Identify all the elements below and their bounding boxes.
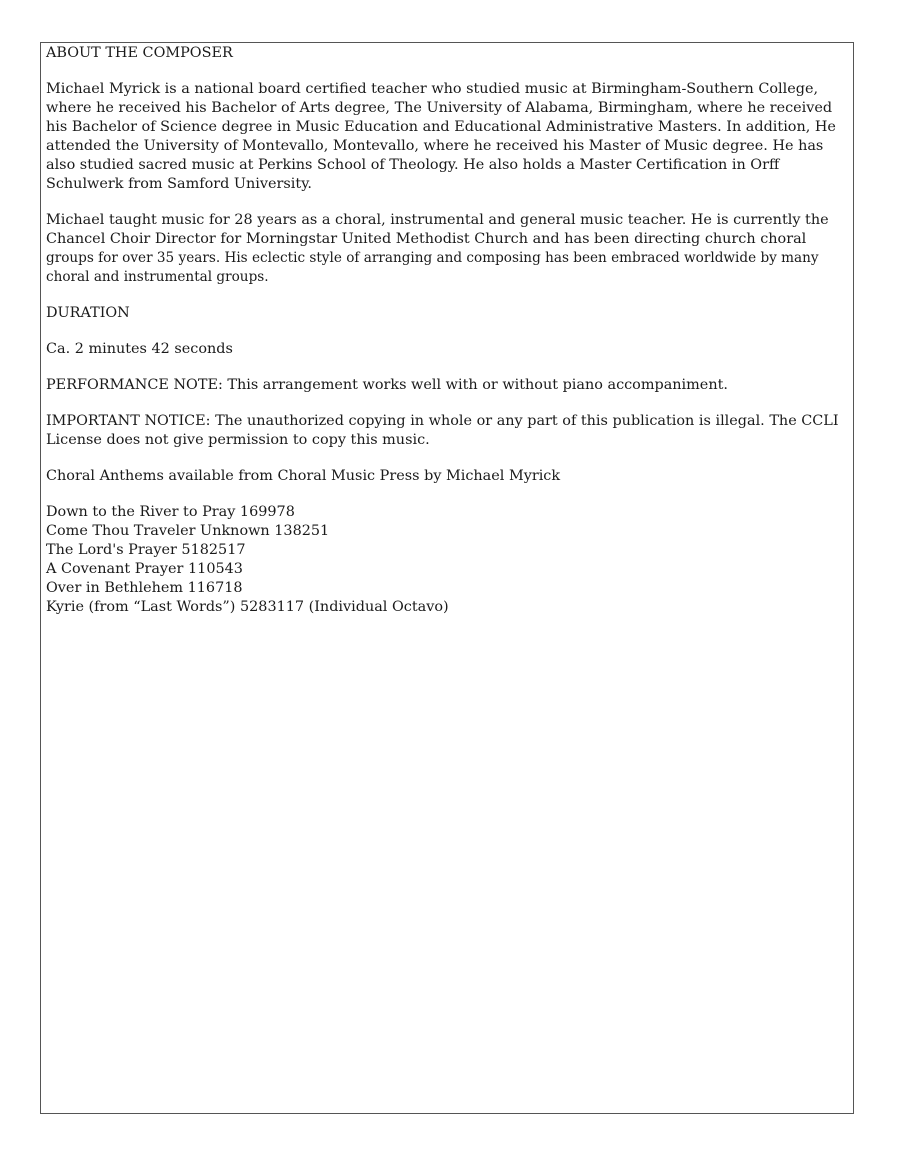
document-body [46,44,846,617]
anthem-item: A Covenant Prayer 110543 [46,561,243,577]
important-notice [46,412,846,450]
duration-heading: DURATION [46,305,130,321]
performance-note [46,376,846,395]
anthem-item: Kyrie (from “Last Words”) 5283117 (Individual Octavo) [46,599,449,615]
anthem-item: Down to the River to Pray 169978 [46,504,295,520]
about-paragraph-2-part-2: groups for over 35 years. His eclectic style of arranging and composing has been embraced worldwide by many choral and instrumental groups. [46,250,819,285]
important-notice-label: IMPORTANT NOTICE [46,413,206,429]
anthem-item: Come Thou Traveler Unknown 138251 [46,523,330,539]
anthems-list [46,503,846,617]
about-heading: ABOUT THE COMPOSER [46,45,233,61]
duration-value: Ca. 2 minutes 42 seconds [46,341,233,357]
about-paragraph-2-part-1: Michael taught music for 28 years as a choral, instrumental and general music teacher. He is currently the Chancel Choir Director for Morningstar United Methodist Church and has been directing church choral [46,212,829,247]
anthem-item: Over in Bethlehem 116718 [46,580,243,596]
about-paragraph-2 [46,211,846,287]
anthem-item: The Lord's Prayer 5182517 [46,542,246,558]
performance-note-label: PERFORMANCE NOTE [46,377,218,393]
anthems-intro: Choral Anthems available from Choral Music Press by Michael Myrick [46,468,561,484]
performance-note-text: : This arrangement works well with or without piano accompaniment. [217,377,728,393]
about-paragraph-1: Michael Myrick is a national board certified teacher who studied music at Birmingham-Southern College, where he received his Bachelor of Arts degree, The University of Alabama, Birmingham, where he received his Bachelor of Science degree in Music Education and Educational Administrative Masters. In addition, He attended the University of Montevallo, Montevallo, where he received his Master of Music degree. He has also studied sacred music at Perkins School of Theology. He also holds a Master Certification in Orff Schulwerk from Samford University. [46,81,836,192]
important-notice-text: : The unauthorized copying in whole or any part of this publication is illegal. The CCLI License does not give permission to copy this music. [46,413,839,448]
